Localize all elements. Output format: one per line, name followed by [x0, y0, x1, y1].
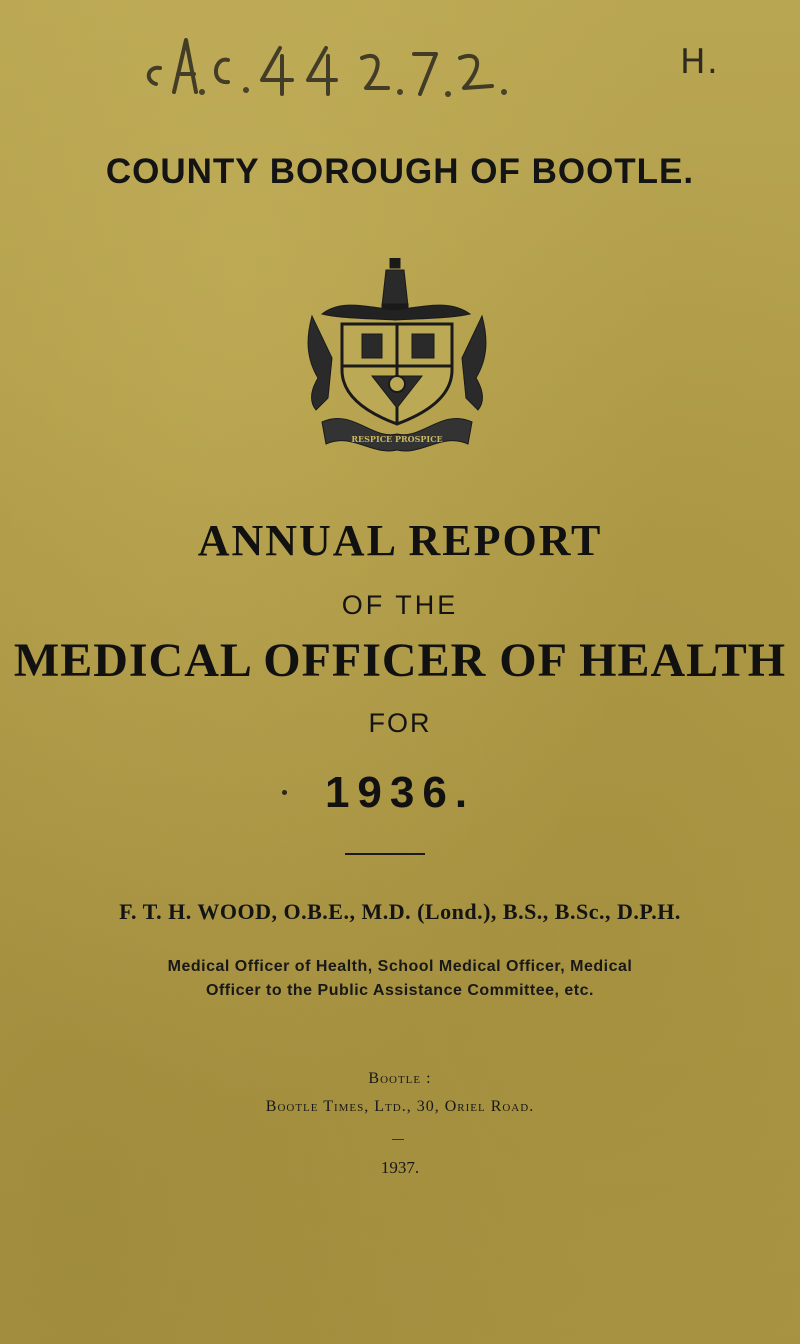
of-the-line: OF THE: [341, 590, 459, 620]
borough-title: COUNTY BOROUGH OF BOOTLE.: [105, 152, 695, 191]
for-line: FOR: [368, 708, 432, 738]
crest-motto: RESPICE PROSPICE: [351, 434, 443, 444]
credentials-line-2: Officer to the Public Assistance Committee, etc.: [206, 982, 594, 999]
officer-heading: MEDICAL OFFICER OF HEALTH: [13, 634, 787, 687]
corner-mark: H.: [680, 42, 720, 82]
handwritten-catalog-mark: [130, 18, 550, 108]
printer-address: Bootle Times, Ltd., 30, Oriel Road.: [265, 1098, 535, 1115]
report-year: 1936.: [324, 768, 476, 817]
borough-crest: [302, 258, 492, 458]
printer-place: Bootle :: [368, 1070, 432, 1087]
divider-rule: [345, 853, 425, 855]
report-heading: ANNUAL REPORT: [197, 516, 603, 565]
small-divider: [392, 1139, 404, 1140]
credentials-line-1: Medical Officer of Health, School Medical Officer, Medical: [167, 958, 633, 975]
author-credentials: [90, 955, 710, 1003]
publication-year: 1937.: [380, 1158, 420, 1177]
author-name: F. T. H. WOOD, O.B.E., M.D. (Lond.), B.S., B.Sc., D.P.H.: [119, 899, 681, 924]
